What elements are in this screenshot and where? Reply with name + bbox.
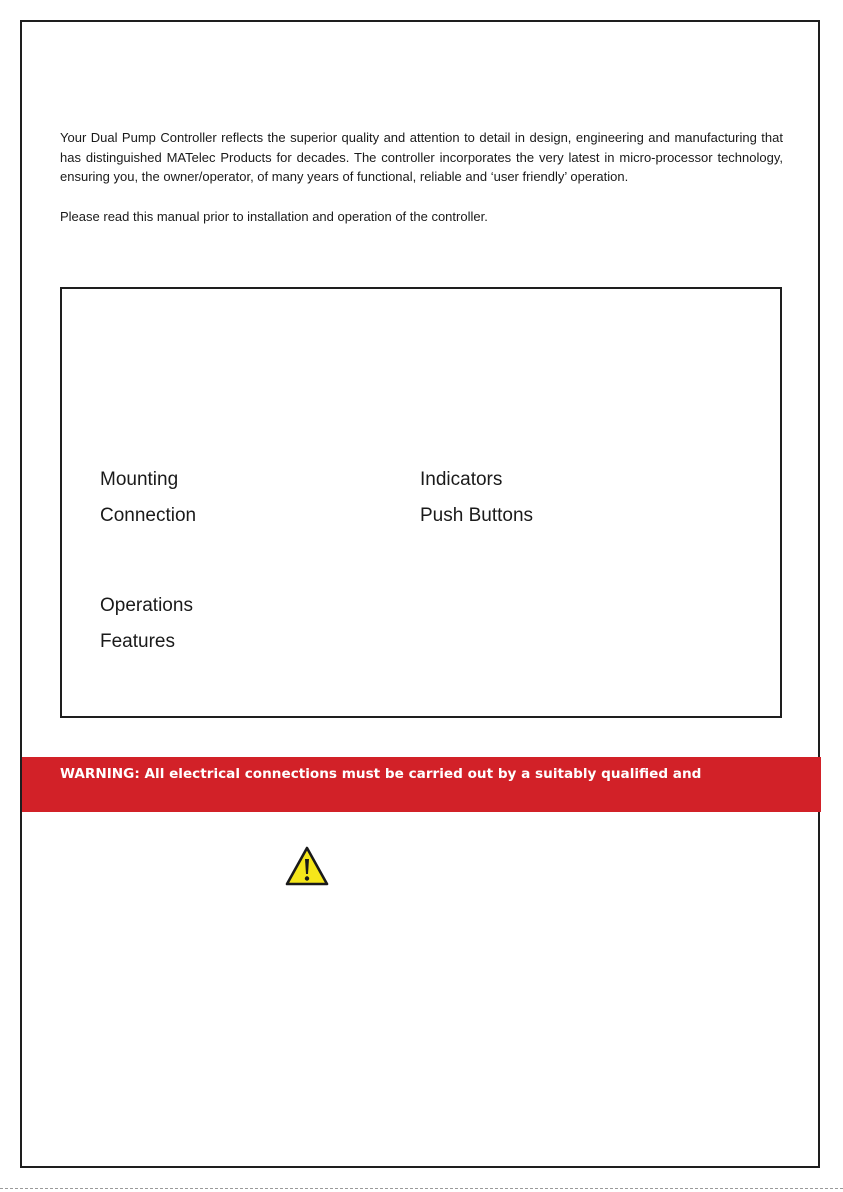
intro-paragraph: Your Dual Pump Controller reflects the superior quality and attention to detail in design, engineering and manufacturing that has distinguished MATelec Products for decades. The controller incorporates the very latest in micro-processor technology, ensuring you, the owner/operator, of many years of functional, reliable and ‘user friendly’ operation.	[60, 130, 783, 184]
contents-box	[60, 287, 782, 718]
warning-band	[22, 757, 821, 812]
introduction	[60, 128, 783, 226]
contents-item-mounting: Mounting	[100, 469, 179, 490]
contents-item-push-buttons: Push Buttons	[420, 505, 534, 526]
contents-item-operations: Operations	[100, 595, 193, 616]
warning-text: WARNING: All electrical connections must be carried out by a suitably qualified and	[60, 766, 702, 782]
contents-item-features: Features	[100, 631, 175, 652]
contents-item-connection: Connection	[100, 505, 197, 526]
contents-item-indicators: Indicators	[420, 469, 503, 490]
bottom-rule	[0, 1188, 843, 1189]
intro-notice: Please read this manual prior to installation and operation of the controller.	[60, 208, 488, 224]
warning-triangle-icon	[285, 846, 329, 886]
